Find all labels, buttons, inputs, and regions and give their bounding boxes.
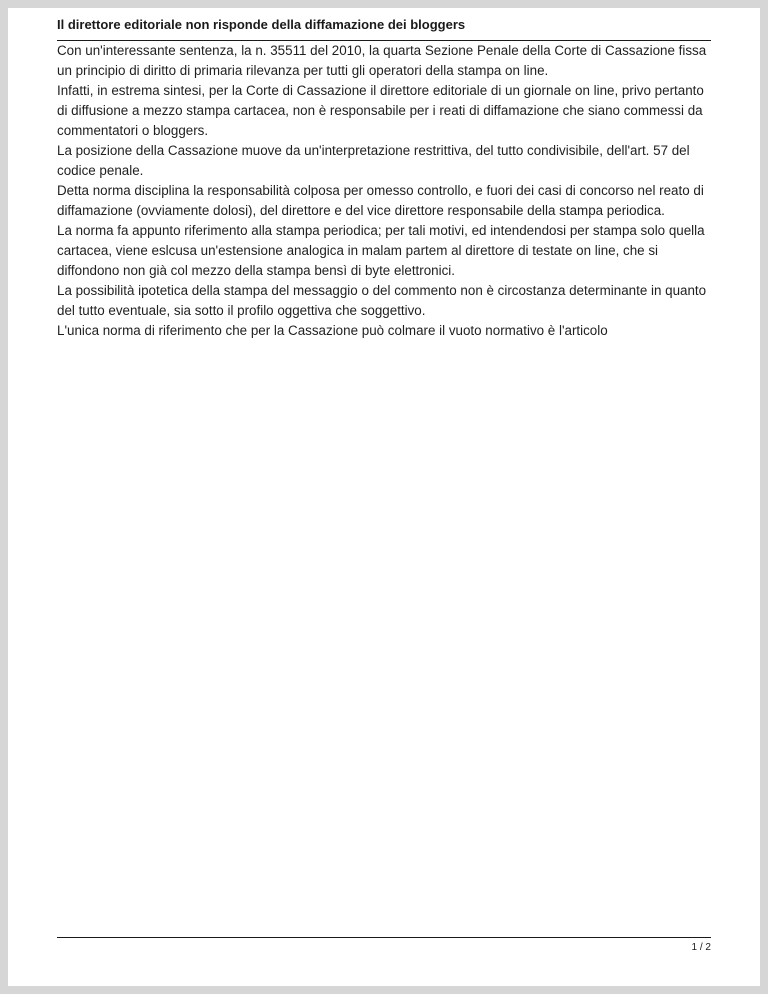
document-title: Il direttore editoriale non risponde della diffamazione dei bloggers — [57, 17, 466, 32]
paragraph: Con un'interessante sentenza, la n. 35511 del 2010, la quarta Sezione Penale della Corte di Cassazione fissa un principio di diritto di primaria rilevanza per tutti gli operatori della stampa on line. — [57, 43, 707, 78]
document-footer — [57, 937, 711, 953]
document-header — [57, 16, 711, 41]
document-body — [57, 41, 711, 341]
footer-divider — [57, 937, 711, 938]
document-page — [8, 8, 760, 986]
paragraph: La norma fa appunto riferimento alla stampa periodica; per tali motivi, ed intendendosi per stampa solo quella cartacea, viene eslcusa un'estensione analogica in malam partem al direttore di testate on line, che si diffondono non già col mezzo della stampa bensì di byte elettronici. — [57, 223, 705, 278]
paragraph: La posizione della Cassazione muove da un'interpretazione restrittiva, del tutto condivisibile, dell'art. 57 del codice penale. — [57, 143, 690, 178]
paragraph: Infatti, in estrema sintesi, per la Corte di Cassazione il direttore editoriale di un giornale on line, privo pertanto di diffusione a mezzo stampa cartacea, non è responsabile per i reati di diffamazione che siano commessi da commentatori o bloggers. — [57, 83, 704, 138]
page-number: 1 / 2 — [691, 942, 711, 953]
paragraph: L'unica norma di riferimento che per la Cassazione può colmare il vuoto normativo è l'articolo — [57, 323, 608, 338]
paragraph: Detta norma disciplina la responsabilità colposa per omesso controllo, e fuori dei casi di concorso nel reato di diffamazione (ovviamente dolosi), del direttore e del vice direttore responsabile della stampa periodica. — [57, 183, 704, 218]
paragraph: La possibilità ipotetica della stampa del messaggio o del commento non è circostanza determinante in quanto del tutto eventuale, sia sotto il profilo oggettiva che soggettivo. — [57, 283, 707, 318]
